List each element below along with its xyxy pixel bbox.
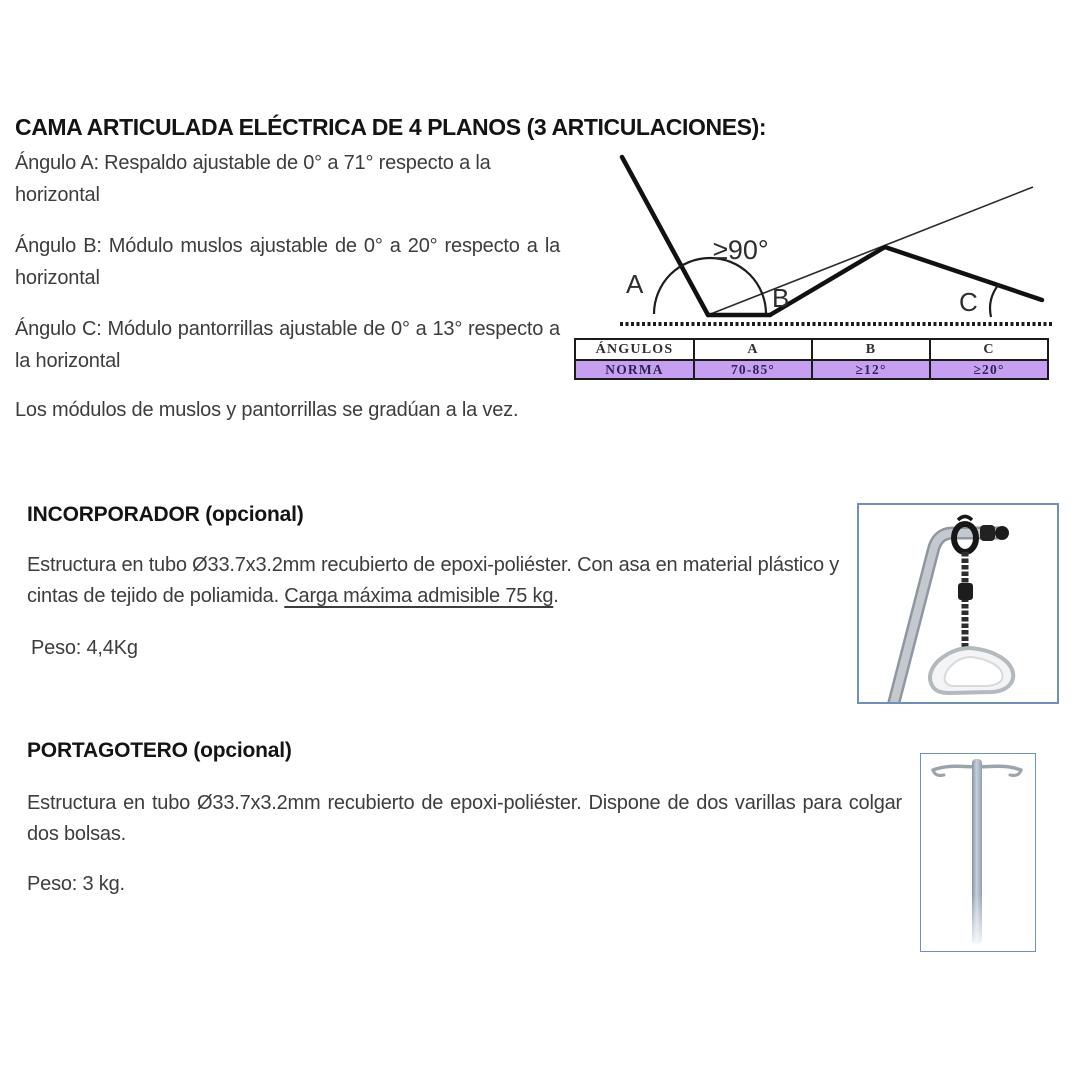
angles-norma-table [574,338,1049,380]
paragraph-angulo-b: Ángulo B: Módulo muslos ajustable de 0° a 20° respecto a la horizontal [15,235,560,289]
trapeze-bar-image [859,505,1057,702]
table-header-row [575,339,1048,360]
diagram-arc-a [654,258,766,314]
portagotero-image-frame [920,753,1036,952]
bed-angles-diagram [570,143,1060,335]
incorporador-peso: Peso: 4,4Kg [31,637,138,659]
incorporador-paragraph [27,550,842,612]
portagotero-paragraph: Estructura en tubo Ø33.7x3.2mm recubierto de epoxi-poliéster. Dispone de dos varillas para colgar dos bolsas. [27,792,902,845]
diagram-arc-c [990,284,999,317]
incorporador-body-end: . [553,585,559,607]
table-header-c: C [930,339,1048,360]
trapeze-arm-grip [980,525,995,541]
diagram-label-a: A [626,269,644,299]
table-norma-row [575,360,1048,379]
paragraph-angulo-a: Ángulo A: Respaldo ajustable de 0° a 71° respecto a la horizontal [15,152,491,206]
iv-pole-image [921,754,1034,950]
table-cell-norma-a: 70-85° [694,360,812,379]
table-header-b: B [812,339,930,360]
table-header-angulos: ÁNGULOS [575,339,694,360]
paragraph-angulo-c: Ángulo C: Módulo pantorrillas ajustable de 0° a 13° respecto a la horizontal [15,318,560,372]
table-cell-norma-label: NORMA [575,360,694,379]
diagram-label-c: C [959,287,978,317]
portagotero-heading: PORTAGOTERO (opcional) [27,739,292,762]
table-cell-norma-c: ≥20° [930,360,1048,379]
iv-hook-left [933,770,944,775]
diagram-label-b: B [772,283,790,313]
page-title: CAMA ARTICULADA ELÉCTRICA DE 4 PLANOS (3 ARTICULACIONES): [15,114,767,140]
portagotero-peso: Peso: 3 kg. [27,873,125,895]
incorporador-body-start: Estructura en tubo Ø33.7x3.2mm recubierto de epoxi-poliéster. Con asa en material plástico y cintas de tejido de poliamida. [27,554,840,607]
table-cell-norma-b: ≥12° [812,360,930,379]
diagram-label-min-angle: ≥90° [713,235,769,265]
iv-pole-fade [969,894,985,946]
incorporador-max-load: Carga máxima admisible 75 kg [284,585,554,607]
incorporador-image-frame [857,503,1059,704]
trapeze-arm-endcap [995,526,1009,540]
paragraph-modulos-note: Los módulos de muslos y pantorrillas se gradúan a la vez. [15,399,519,421]
incorporador-heading: INCORPORADOR (opcional) [27,503,304,526]
trapeze-strap-buckle [958,583,973,600]
iv-hook-right [1010,770,1021,775]
trapeze-clamp-hook [958,517,972,521]
table-header-a: A [694,339,812,360]
